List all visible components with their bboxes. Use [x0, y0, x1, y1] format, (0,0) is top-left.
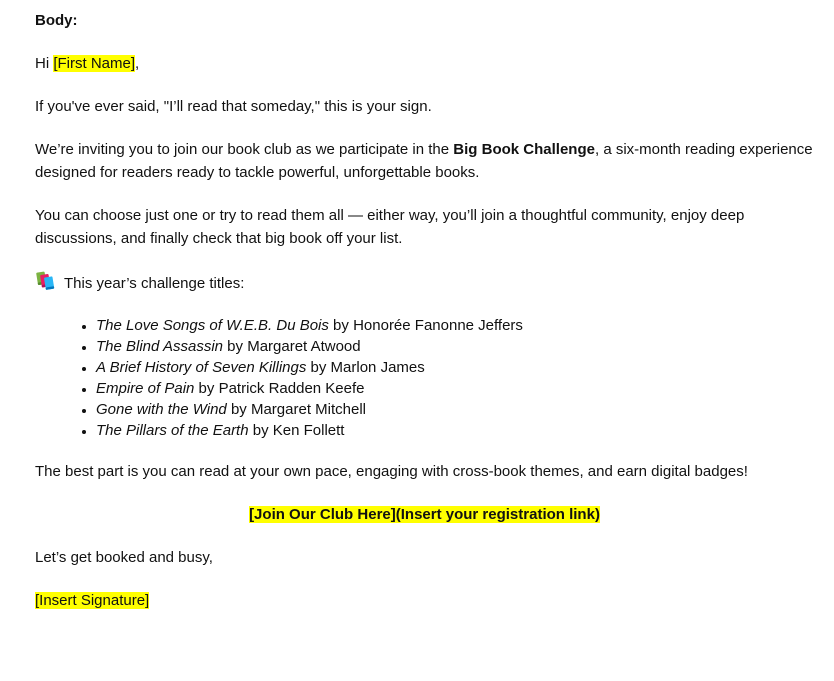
book-separator: by	[248, 422, 273, 439]
cta-line	[35, 503, 814, 526]
cta-placeholder[interactable]: [Join Our Club Here](Insert your registration link)	[249, 506, 600, 523]
signature-line	[35, 589, 814, 612]
book-item	[96, 420, 814, 441]
book-separator: by	[226, 401, 251, 418]
first-name-placeholder[interactable]: [First Name]	[53, 55, 136, 72]
paragraph-best-part: The best part is you can read at your own pace, engaging with cross-book themes, and earn digital badges!	[35, 463, 748, 480]
invite-text-post: , a six-month reading experience designed for readers ready to tackle powerful, unforgettable books.	[35, 141, 813, 181]
invite-text-pre: We’re inviting you to join our book club as we participate in the	[35, 141, 454, 158]
paragraph-invite	[35, 138, 814, 184]
body-label	[35, 9, 814, 32]
book-author: Margaret Atwood	[247, 338, 361, 355]
book-title: The Blind Assassin	[96, 338, 224, 355]
book-item	[96, 357, 814, 378]
book-author: Ken Follett	[272, 422, 345, 439]
book-separator: by	[194, 380, 219, 397]
paragraph-sign: If you've ever said, "I’ll read that someday," this is your sign.	[35, 98, 432, 115]
book-author: Margaret Mitchell	[250, 401, 367, 418]
paragraph-choose: You can choose just one or try to read them all — either way, you’ll join a thoughtful community, enjoy deep discussions, and finally check that big book off your list.	[35, 207, 745, 247]
book-title: Gone with the Wind	[96, 401, 227, 418]
book-item	[96, 378, 814, 399]
books-emoji-icon	[35, 270, 56, 292]
book-author: Honorée Fanonne Jeffers	[353, 317, 523, 334]
book-separator: by	[223, 338, 248, 355]
book-separator: by	[306, 359, 331, 376]
body-label-text: Body:	[35, 12, 78, 29]
signature-placeholder[interactable]: [Insert Signature]	[35, 592, 150, 609]
book-item	[96, 336, 814, 357]
book-title: A Brief History of Seven Killings	[96, 359, 307, 376]
book-title: Empire of Pain	[96, 380, 195, 397]
book-title: The Love Songs of W.E.B. Du Bois	[96, 317, 329, 334]
book-title: The Pillars of the Earth	[96, 422, 249, 439]
book-separator: by	[328, 317, 354, 334]
greeting-suffix: ,	[135, 55, 140, 72]
book-list	[35, 315, 814, 441]
book-author: Marlon James	[330, 359, 425, 376]
challenge-name: Big Book Challenge	[453, 141, 595, 158]
challenge-titles-heading	[35, 270, 814, 295]
book-item	[96, 399, 814, 420]
closing-line: Let’s get booked and busy,	[35, 549, 213, 566]
book-item	[96, 315, 814, 336]
greeting-prefix: Hi	[35, 55, 54, 72]
greeting-line	[35, 52, 814, 75]
book-author: Patrick Radden Keefe	[218, 380, 365, 397]
challenge-titles-text: This year’s challenge titles:	[64, 275, 245, 292]
